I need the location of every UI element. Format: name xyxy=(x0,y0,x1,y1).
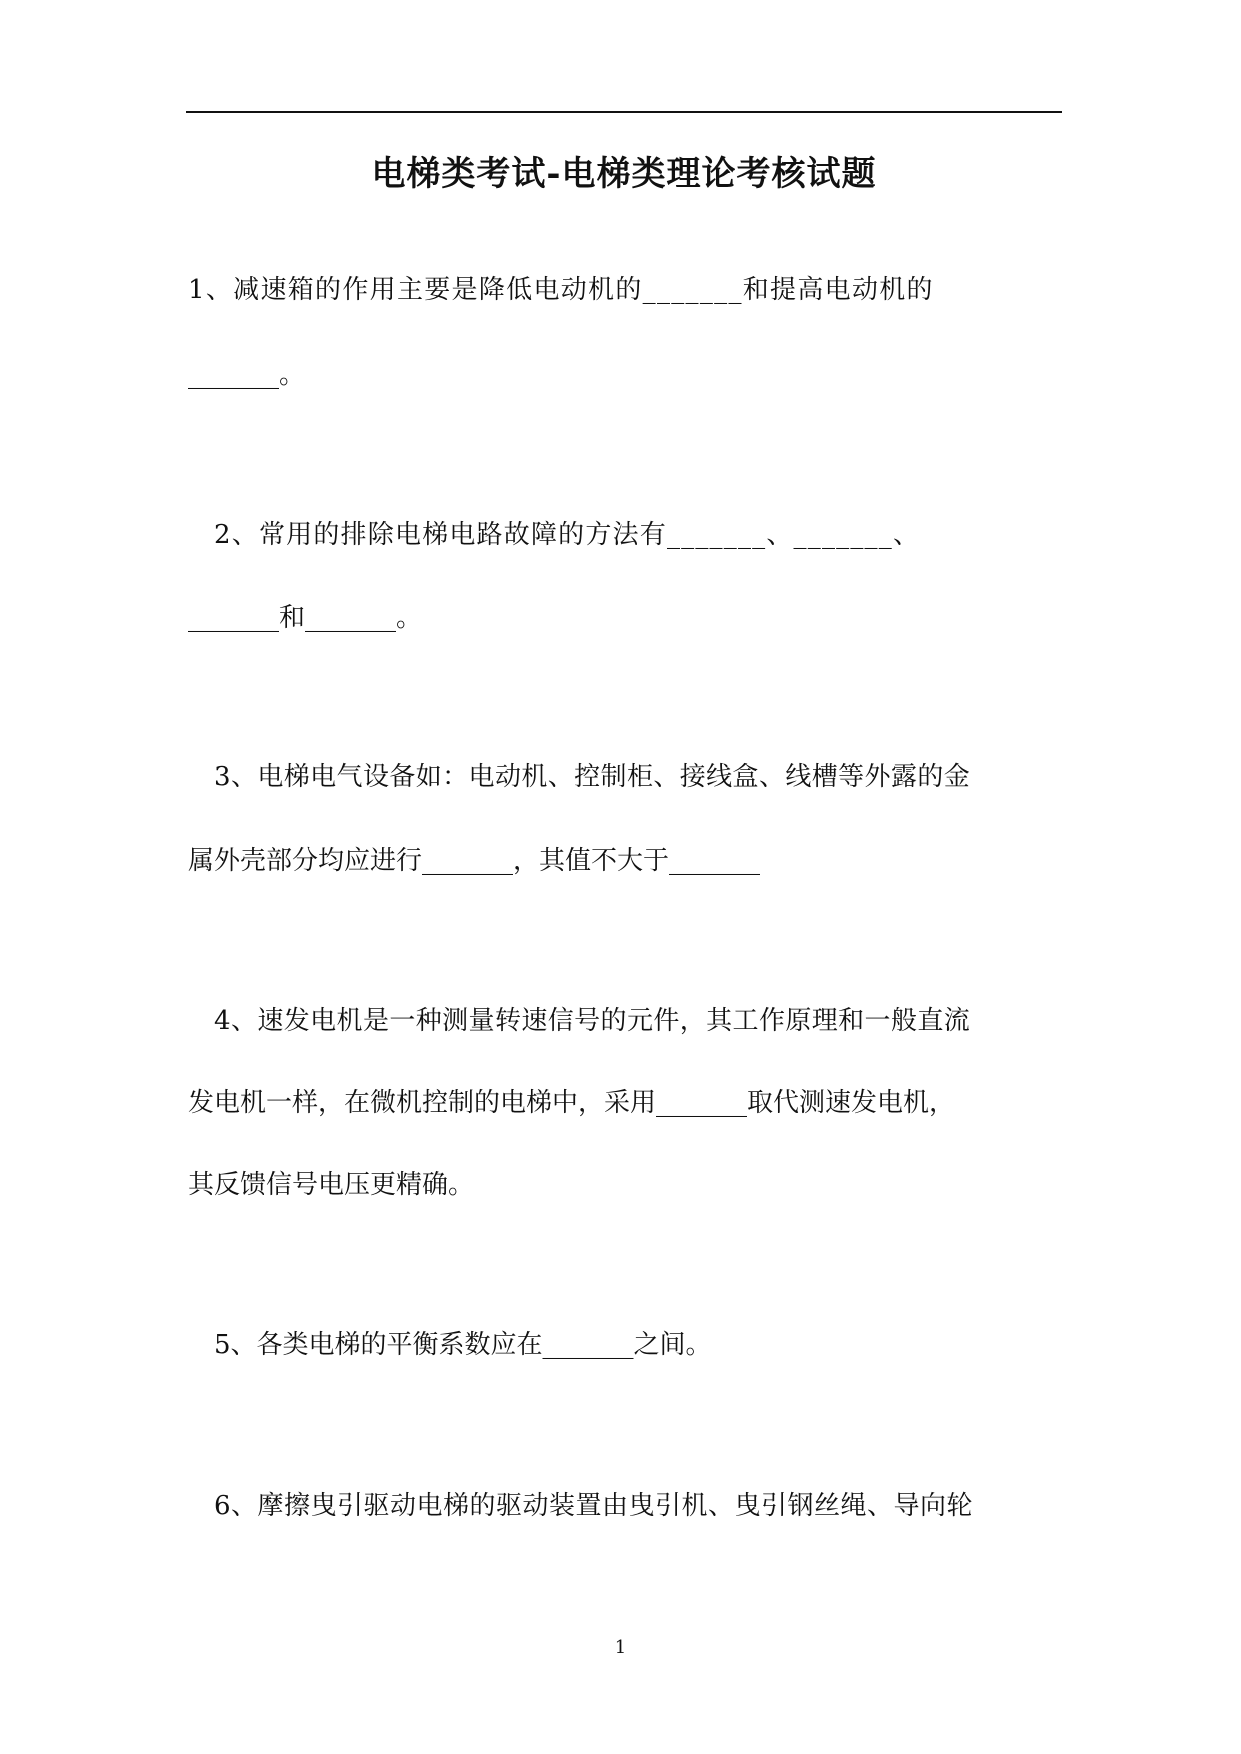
page-number: 1 xyxy=(614,1637,627,1658)
question-4-line-3: 其反馈信号电压更精确。 xyxy=(188,1170,475,1200)
question-4-line-2: 发电机一样，在微机控制的电梯中，采用_______取代测速发电机， xyxy=(188,1088,956,1118)
question-2-line-1: 2、常用的排除电梯电路故障的方法有_______、_______、 xyxy=(214,520,921,550)
header-rule xyxy=(186,111,1062,113)
question-3-line-2: 属外壳部分均应进行_______，其值不大于_______ xyxy=(188,846,761,876)
question-2-line-2: _______和_______。 xyxy=(188,603,423,633)
question-1-line-1: 1、减速箱的作用主要是降低电动机的_______和提高电动机的 xyxy=(188,275,934,305)
question-1-line-2: _______。 xyxy=(188,360,306,390)
question-6-line-1: 6、摩擦曳引驱动电梯的驱动装置由曳引机、曳引钢丝绳、导向轮 xyxy=(214,1491,974,1521)
page-title: 电梯类考试-电梯类理论考核试题 xyxy=(371,154,877,194)
question-4-line-1: 4、速发电机是一种测量转速信号的元件，其工作原理和一般直流 xyxy=(214,1006,971,1036)
question-3-line-1: 3、电梯电气设备如：电动机、控制柜、接线盒、线槽等外露的金 xyxy=(214,762,971,792)
question-5-line-1: 5、各类电梯的平衡系数应在_______之间。 xyxy=(214,1330,712,1360)
